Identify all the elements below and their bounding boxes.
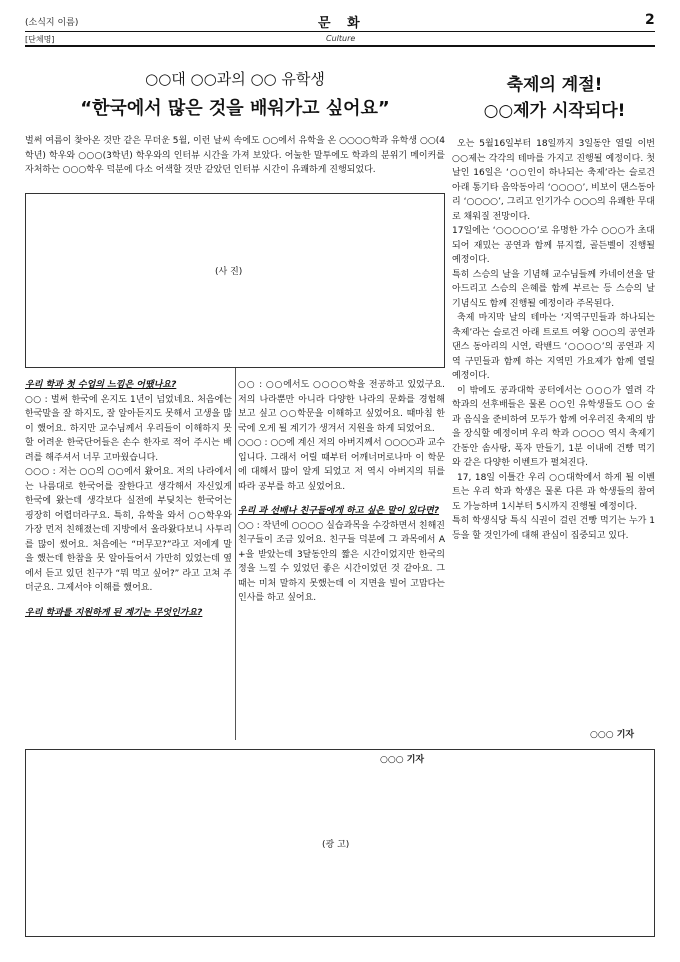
interview-headline: “한국에서 많은 것을 배워가고 싶어요”	[80, 98, 390, 119]
interview-answer: ○○ : 작년에 ○○○○ 실습과목을 수강하면서 친해진 친구들이 조금 있어요. 친구들 덕분에 그 과목에서 A+을 받았는데 3달동안의 짧은 시간이었지만 한국의 정을 느낄 수 있었던 좋은 시간이었던 것 같아요. 그 때는 미처 말하지 못했는데 이 지면을 빌어 고맙다는 인사를 하고 싶어요.	[238, 520, 445, 603]
interview-question: 우리 학과 첫 수업의 느낌은 어땠나요?	[25, 380, 177, 390]
festival-paragraph: 17, 18일 이틀간 우리 ○○대학에서 하게 될 이벤트는 우리 학과 학생은 물론 다른 과 학생들의 참여도 가능하며 1시부터 5시까지 진행될 예정이다.	[452, 472, 655, 512]
festival-paragraph: 특히 학생식당 특식 식권이 걸린 건빵 먹기는 누가 1등을 할 것인가에 대해 관심이 집중되고 있다.	[452, 516, 655, 541]
interview-answer: ○○ : ○○에서도 ○○○○학을 전공하고 있었구요. 저의 나라뿐만 아니라 다양한 나라의 문화를 경험해보고 싶고 ○○학문을 이해하고 싶었어요. 때마침 한국에 오게 될 계기가 생겨서 지원을 하게 되었어요.	[238, 380, 445, 434]
interview-intro: 벌써 여름이 찾아온 것만 같은 무더운 5월, 이런 날씨 속에도 ○○에서 유학을 온 ○○○○학과 유학생 ○○(4학년) 학우와 ○○○(3학년) 학우와의 인터뷰 시간을 가져 보았다. 어눌한 말투에도 학과의 분위기 메이커를 자처하는 ○○○학우 덕분에 다소 어색할 것만 같았던 인터뷰 시간이 유쾌하게 진행되었다.	[25, 136, 445, 175]
header-rule-bottom	[25, 45, 655, 47]
interview-question: 우리 과 선배나 친구들에게 하고 싶은 말이 있다면?	[238, 506, 440, 516]
interview-answer: ○○○ : ○○에 계신 저의 아버지께서 ○○○○과 교수입니다. 그래서 어릴 때부터 어깨너머로나마 이 학문에 대해서 많이 알게 되었고 저 역시 아버지의 뒤를 따라 공부를 하고 싶었어요.	[238, 438, 445, 492]
interview-right-column	[238, 378, 445, 606]
festival-headline-1: 축제의 계절!	[506, 75, 603, 95]
header-rule-top	[25, 31, 655, 32]
festival-article	[452, 137, 655, 543]
interview-answer: ○○○ : 저는 ○○의 ○○에서 왔어요. 저의 나라에서는 나름대로 한국어를 잘한다고 생각해서 자신있게 한국에 왔는데 생각보다 실전에 부딪치는 한국어는 굉장히 어렵더라구요. 특히, 유학을 와서 ○○학우와 가장 먼저 친해졌는데 지방에서 올라왔다보니 사투리를 많이 썼어요. 처음에는 “머무꼬?”라고 저에게 말을 했는데 한참을 못 알아들어서 가만히 있었는데 옆에서 듣고 있던 친구가 “뭐 먹고 싶어?” 라고 고쳐 주더군요. 그제서야 이해를 했어요.	[25, 467, 232, 593]
section-title: 문 화	[318, 16, 366, 31]
newsletter-name: (소식지 이름)	[25, 18, 79, 28]
section-english: Culture	[326, 34, 356, 43]
interview-column-divider	[235, 368, 236, 740]
festival-paragraph: 특히 스승의 날을 기념해 교수님들께 카네이션을 달아드리고 스승의 은혜를 함께 부르는 등 스승의 날 기념식도 함께 진행될 예정이라 주목된다.	[452, 269, 655, 309]
interview-question: 우리 학과를 지원하게 된 계기는 무엇인가요?	[25, 607, 203, 618]
advertisement-label: (광 고)	[322, 840, 350, 850]
photo-label: (사 진)	[215, 267, 243, 277]
festival-paragraph: 17일에는 ‘○○○○○’로 유명한 가수 ○○○가 초대되어 재밌는 공연과 함께 뮤지컬, 골든벨이 진행될 예정이다.	[452, 226, 655, 265]
festival-reporter: ○○○ 기자	[590, 730, 635, 740]
page-number: 2	[645, 12, 655, 28]
interview-answer: ○○ : 벌써 한국에 온지도 1년이 넘었네요. 처음에는 한국말을 잘 하지도, 잘 알아듣지도 못해서 고생을 많이 했어요. 하지만 교수님께서 우리들이 이해하지 못할 어려운 한국단어들은 손수 한자로 적어 주시는 배려를 해주셔서 너무 고마웠습니다.	[25, 394, 232, 463]
festival-paragraph: 오는 5월16일부터 18일까지 3일동안 열릴 이번 ○○제는 각각의 테마를 가지고 진행될 예정이다. 첫 날인 16일은 ‘○○인이 하나되는 축제’라는 슬로건 아래 통기타 음악동아리 ‘○○○○’, 비보이 댄스동아리 ‘○○○○’, 그리고 인기가수 ○○○의 유쾌한 무대로 채워질 전망이다.	[452, 139, 655, 222]
photo-placeholder	[25, 193, 445, 368]
interview-kicker: ○○대 ○○과의 ○○ 유학생	[145, 70, 325, 88]
festival-paragraph: 이 밖에도 공과대학 공터에서는 ○○○가 열려 각 학과의 선후배들은 물론 ○○인 유학생들도 ○○ 술과 음식을 준비하여 모두가 함께 어우러진 축제의 밤을 장식할 예정이며 우리 학과 ○○○○ 역시 축제기간동안 솜사탕, 폭자 만들기, 1분 이내에 건빵 먹기와 같은 다양한 이벤트가 펼쳐진다.	[452, 385, 655, 468]
interview-left-column	[25, 378, 232, 620]
festival-headline-2: ○○제가 시작되다!	[483, 101, 626, 121]
interview-reporter: ○○○ 기자	[380, 755, 425, 765]
org-name: [단체명]	[25, 35, 55, 44]
festival-paragraph: 축제 마지막 날의 테마는 ‘지역구민들과 하나되는 축제’라는 슬로건 아래 트로트 여왕 ○○○의 공연과 댄스 동아리의 시연, 락밴드 ‘○○○○’의 공연과 지역 구민들과 함께 하는 지역민 가요제가 함께 열릴 예정이다.	[452, 313, 655, 381]
